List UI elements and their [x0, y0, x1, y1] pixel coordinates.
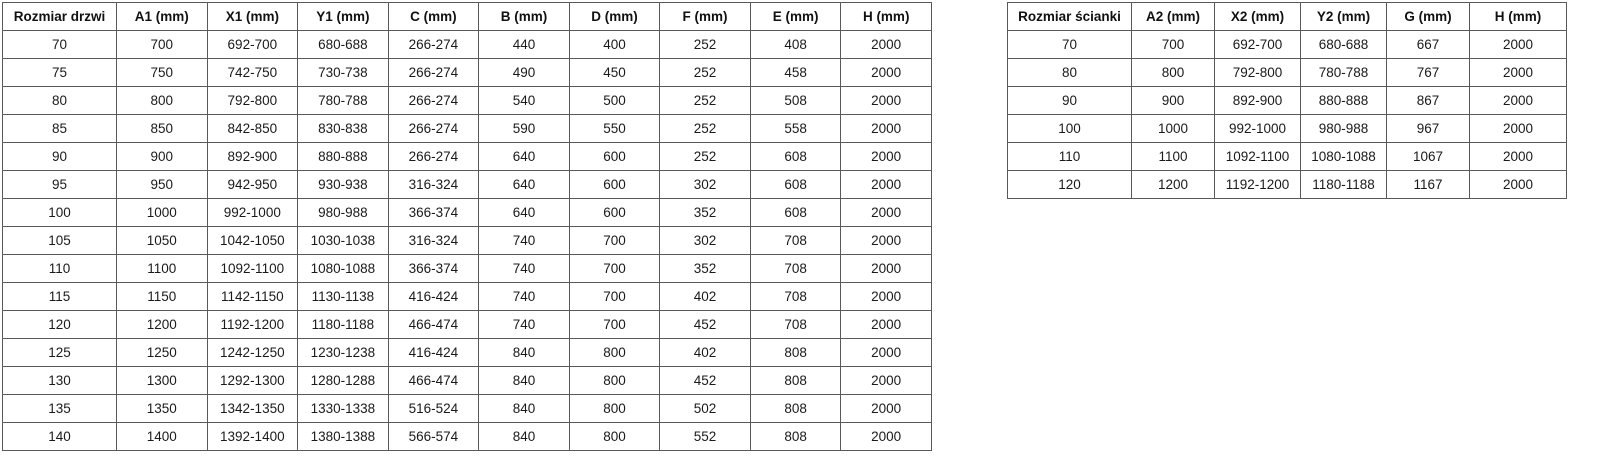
table-cell: 900	[1132, 87, 1215, 115]
table-cell: 792-800	[207, 87, 298, 115]
table-cell: 1200	[1132, 171, 1215, 199]
table-cell: 100	[1008, 115, 1132, 143]
table-cell: 2000	[1470, 31, 1567, 59]
table-cell: 640	[479, 199, 570, 227]
table-cell: 402	[660, 283, 751, 311]
table-cell: 440	[479, 31, 570, 59]
column-header: G (mm)	[1387, 3, 1470, 31]
table-cell: 550	[569, 115, 660, 143]
table-cell: 302	[660, 171, 751, 199]
table-cell: 416-424	[388, 339, 479, 367]
table-row	[3, 255, 932, 283]
table-cell: 740	[479, 255, 570, 283]
table-row	[1008, 59, 1567, 87]
table-cell: 900	[117, 143, 208, 171]
table-cell: 992-1000	[207, 199, 298, 227]
table-cell: 892-900	[207, 143, 298, 171]
table-cell: 1180-1188	[298, 311, 389, 339]
table-cell: 750	[117, 59, 208, 87]
table-cell: 1192-1200	[1215, 171, 1301, 199]
wall-sizes-table	[1007, 2, 1567, 199]
table-cell: 408	[750, 31, 841, 59]
table-cell: 1230-1238	[298, 339, 389, 367]
table-row	[3, 199, 932, 227]
column-header: H (mm)	[1470, 3, 1567, 31]
table-row	[3, 171, 932, 199]
column-header: F (mm)	[660, 3, 751, 31]
table-cell: 70	[3, 31, 117, 59]
table-cell: 767	[1387, 59, 1470, 87]
table-cell: 1167	[1387, 171, 1470, 199]
table-cell: 252	[660, 143, 751, 171]
table-cell: 2000	[841, 255, 932, 283]
table-cell: 600	[569, 171, 660, 199]
table-cell: 508	[750, 87, 841, 115]
table-cell: 125	[3, 339, 117, 367]
table-cell: 1342-1350	[207, 395, 298, 423]
column-header: X2 (mm)	[1215, 3, 1301, 31]
table-cell: 600	[569, 143, 660, 171]
table-cell: 466-474	[388, 367, 479, 395]
table-cell: 466-474	[388, 311, 479, 339]
table-cell: 2000	[841, 59, 932, 87]
table-cell: 1042-1050	[207, 227, 298, 255]
table-cell: 780-788	[1301, 59, 1387, 87]
table-cell: 2000	[841, 283, 932, 311]
table-cell: 115	[3, 283, 117, 311]
table-cell: 800	[569, 339, 660, 367]
table-cell: 808	[750, 339, 841, 367]
column-header: B (mm)	[479, 3, 570, 31]
table-cell: 1142-1150	[207, 283, 298, 311]
table-cell: 80	[1008, 59, 1132, 87]
table-cell: 1400	[117, 423, 208, 451]
table-cell: 2000	[841, 395, 932, 423]
table-cell: 266-274	[388, 143, 479, 171]
table-cell: 867	[1387, 87, 1470, 115]
table-cell: 352	[660, 255, 751, 283]
table-cell: 95	[3, 171, 117, 199]
column-header: A2 (mm)	[1132, 3, 1215, 31]
table-cell: 120	[3, 311, 117, 339]
table-cell: 800	[569, 395, 660, 423]
table-row	[3, 395, 932, 423]
table-cell: 1067	[1387, 143, 1470, 171]
table-row	[1008, 31, 1567, 59]
table-cell: 700	[117, 31, 208, 59]
table-cell: 800	[569, 423, 660, 451]
table-row	[3, 367, 932, 395]
table-cell: 840	[479, 367, 570, 395]
table-cell: 1030-1038	[298, 227, 389, 255]
table-cell: 840	[479, 423, 570, 451]
table-cell: 266-274	[388, 87, 479, 115]
column-header: H (mm)	[841, 3, 932, 31]
table-cell: 2000	[841, 143, 932, 171]
table-cell: 90	[1008, 87, 1132, 115]
table-cell: 130	[3, 367, 117, 395]
table-cell: 700	[1132, 31, 1215, 59]
table-cell: 640	[479, 143, 570, 171]
table-cell: 708	[750, 283, 841, 311]
table-row	[3, 227, 932, 255]
table-cell: 1092-1100	[1215, 143, 1301, 171]
table-cell: 590	[479, 115, 570, 143]
table-cell: 516-524	[388, 395, 479, 423]
column-header: E (mm)	[750, 3, 841, 31]
table-cell: 416-424	[388, 283, 479, 311]
table-row	[3, 339, 932, 367]
wall-table-header-row	[1008, 3, 1567, 31]
table-cell: 500	[569, 87, 660, 115]
table-cell: 70	[1008, 31, 1132, 59]
table-cell: 1292-1300	[207, 367, 298, 395]
table-cell: 1000	[117, 199, 208, 227]
table-row	[3, 87, 932, 115]
table-cell: 450	[569, 59, 660, 87]
table-cell: 1150	[117, 283, 208, 311]
table-cell: 2000	[841, 115, 932, 143]
table-cell: 792-800	[1215, 59, 1301, 87]
table-cell: 2000	[841, 171, 932, 199]
table-cell: 302	[660, 227, 751, 255]
table-cell: 90	[3, 143, 117, 171]
table-cell: 842-850	[207, 115, 298, 143]
table-cell: 692-700	[1215, 31, 1301, 59]
column-header: Rozmiar ścianki	[1008, 3, 1132, 31]
door-table-header-row	[3, 3, 932, 31]
table-row	[3, 59, 932, 87]
table-cell: 640	[479, 171, 570, 199]
table-cell: 1180-1188	[1301, 171, 1387, 199]
table-cell: 840	[479, 395, 570, 423]
table-cell: 2000	[841, 227, 932, 255]
table-cell: 502	[660, 395, 751, 423]
table-cell: 1080-1088	[298, 255, 389, 283]
table-cell: 1130-1138	[298, 283, 389, 311]
table-cell: 266-274	[388, 115, 479, 143]
table-cell: 80	[3, 87, 117, 115]
table-cell: 700	[569, 255, 660, 283]
table-cell: 366-374	[388, 199, 479, 227]
table-cell: 2000	[841, 199, 932, 227]
table-row	[1008, 171, 1567, 199]
table-cell: 316-324	[388, 171, 479, 199]
table-cell: 266-274	[388, 31, 479, 59]
table-cell: 452	[660, 311, 751, 339]
table-cell: 850	[117, 115, 208, 143]
table-cell: 2000	[1470, 115, 1567, 143]
table-cell: 980-988	[1301, 115, 1387, 143]
table-cell: 400	[569, 31, 660, 59]
table-cell: 2000	[841, 423, 932, 451]
table-cell: 458	[750, 59, 841, 87]
table-cell: 800	[117, 87, 208, 115]
column-header: Y1 (mm)	[298, 3, 389, 31]
table-cell: 808	[750, 423, 841, 451]
table-cell: 2000	[1470, 143, 1567, 171]
table-cell: 1000	[1132, 115, 1215, 143]
table-cell: 708	[750, 311, 841, 339]
table-row	[3, 423, 932, 451]
table-cell: 110	[1008, 143, 1132, 171]
table-cell: 892-900	[1215, 87, 1301, 115]
column-header: C (mm)	[388, 3, 479, 31]
table-row	[3, 115, 932, 143]
table-cell: 135	[3, 395, 117, 423]
table-cell: 2000	[841, 87, 932, 115]
table-cell: 2000	[841, 367, 932, 395]
table-row	[1008, 143, 1567, 171]
table-cell: 740	[479, 283, 570, 311]
table-cell: 808	[750, 395, 841, 423]
table-cell: 558	[750, 115, 841, 143]
table-cell: 700	[569, 311, 660, 339]
table-cell: 800	[1132, 59, 1215, 87]
table-cell: 1092-1100	[207, 255, 298, 283]
table-row	[3, 143, 932, 171]
table-cell: 540	[479, 87, 570, 115]
table-cell: 967	[1387, 115, 1470, 143]
table-cell: 552	[660, 423, 751, 451]
table-cell: 1192-1200	[207, 311, 298, 339]
table-cell: 840	[479, 339, 570, 367]
table-cell: 1350	[117, 395, 208, 423]
column-header: X1 (mm)	[207, 3, 298, 31]
table-cell: 490	[479, 59, 570, 87]
table-cell: 740	[479, 227, 570, 255]
table-cell: 1050	[117, 227, 208, 255]
column-header: A1 (mm)	[117, 3, 208, 31]
table-cell: 1080-1088	[1301, 143, 1387, 171]
column-header: D (mm)	[569, 3, 660, 31]
table-cell: 2000	[1470, 87, 1567, 115]
table-cell: 120	[1008, 171, 1132, 199]
table-cell: 2000	[841, 311, 932, 339]
table-cell: 85	[3, 115, 117, 143]
table-cell: 700	[569, 227, 660, 255]
table-cell: 1380-1388	[298, 423, 389, 451]
table-cell: 930-938	[298, 171, 389, 199]
table-cell: 1100	[1132, 143, 1215, 171]
table-cell: 680-688	[298, 31, 389, 59]
table-cell: 1200	[117, 311, 208, 339]
table-cell: 740	[479, 311, 570, 339]
table-cell: 730-738	[298, 59, 389, 87]
table-cell: 680-688	[1301, 31, 1387, 59]
table-cell: 1100	[117, 255, 208, 283]
table-cell: 140	[3, 423, 117, 451]
table-cell: 252	[660, 115, 751, 143]
table-cell: 352	[660, 199, 751, 227]
table-cell: 366-374	[388, 255, 479, 283]
table-cell: 667	[1387, 31, 1470, 59]
table-cell: 266-274	[388, 59, 479, 87]
table-cell: 2000	[841, 31, 932, 59]
table-cell: 316-324	[388, 227, 479, 255]
table-cell: 1250	[117, 339, 208, 367]
table-cell: 110	[3, 255, 117, 283]
table-cell: 1392-1400	[207, 423, 298, 451]
table-cell: 700	[569, 283, 660, 311]
table-cell: 452	[660, 367, 751, 395]
table-cell: 950	[117, 171, 208, 199]
table-cell: 566-574	[388, 423, 479, 451]
table-cell: 808	[750, 367, 841, 395]
table-cell: 830-838	[298, 115, 389, 143]
table-cell: 1330-1338	[298, 395, 389, 423]
table-cell: 100	[3, 199, 117, 227]
table-cell: 2000	[1470, 171, 1567, 199]
table-row	[3, 283, 932, 311]
table-cell: 708	[750, 227, 841, 255]
table-cell: 708	[750, 255, 841, 283]
table-cell: 600	[569, 199, 660, 227]
table-cell: 980-988	[298, 199, 389, 227]
table-cell: 1280-1288	[298, 367, 389, 395]
table-cell: 880-888	[298, 143, 389, 171]
table-cell: 252	[660, 87, 751, 115]
table-cell: 75	[3, 59, 117, 87]
table-cell: 2000	[1470, 59, 1567, 87]
table-row	[1008, 115, 1567, 143]
column-header: Y2 (mm)	[1301, 3, 1387, 31]
table-cell: 252	[660, 31, 751, 59]
table-row	[3, 31, 932, 59]
table-cell: 1300	[117, 367, 208, 395]
table-cell: 402	[660, 339, 751, 367]
table-cell: 105	[3, 227, 117, 255]
table-cell: 742-750	[207, 59, 298, 87]
table-cell: 252	[660, 59, 751, 87]
door-sizes-table	[2, 2, 932, 451]
column-header: Rozmiar drzwi	[3, 3, 117, 31]
table-cell: 608	[750, 143, 841, 171]
table-cell: 880-888	[1301, 87, 1387, 115]
table-cell: 942-950	[207, 171, 298, 199]
table-cell: 692-700	[207, 31, 298, 59]
table-row	[3, 311, 932, 339]
table-cell: 780-788	[298, 87, 389, 115]
table-cell: 992-1000	[1215, 115, 1301, 143]
table-cell: 2000	[841, 339, 932, 367]
table-cell: 800	[569, 367, 660, 395]
table-row	[1008, 87, 1567, 115]
table-cell: 1242-1250	[207, 339, 298, 367]
table-cell: 608	[750, 171, 841, 199]
table-cell: 608	[750, 199, 841, 227]
